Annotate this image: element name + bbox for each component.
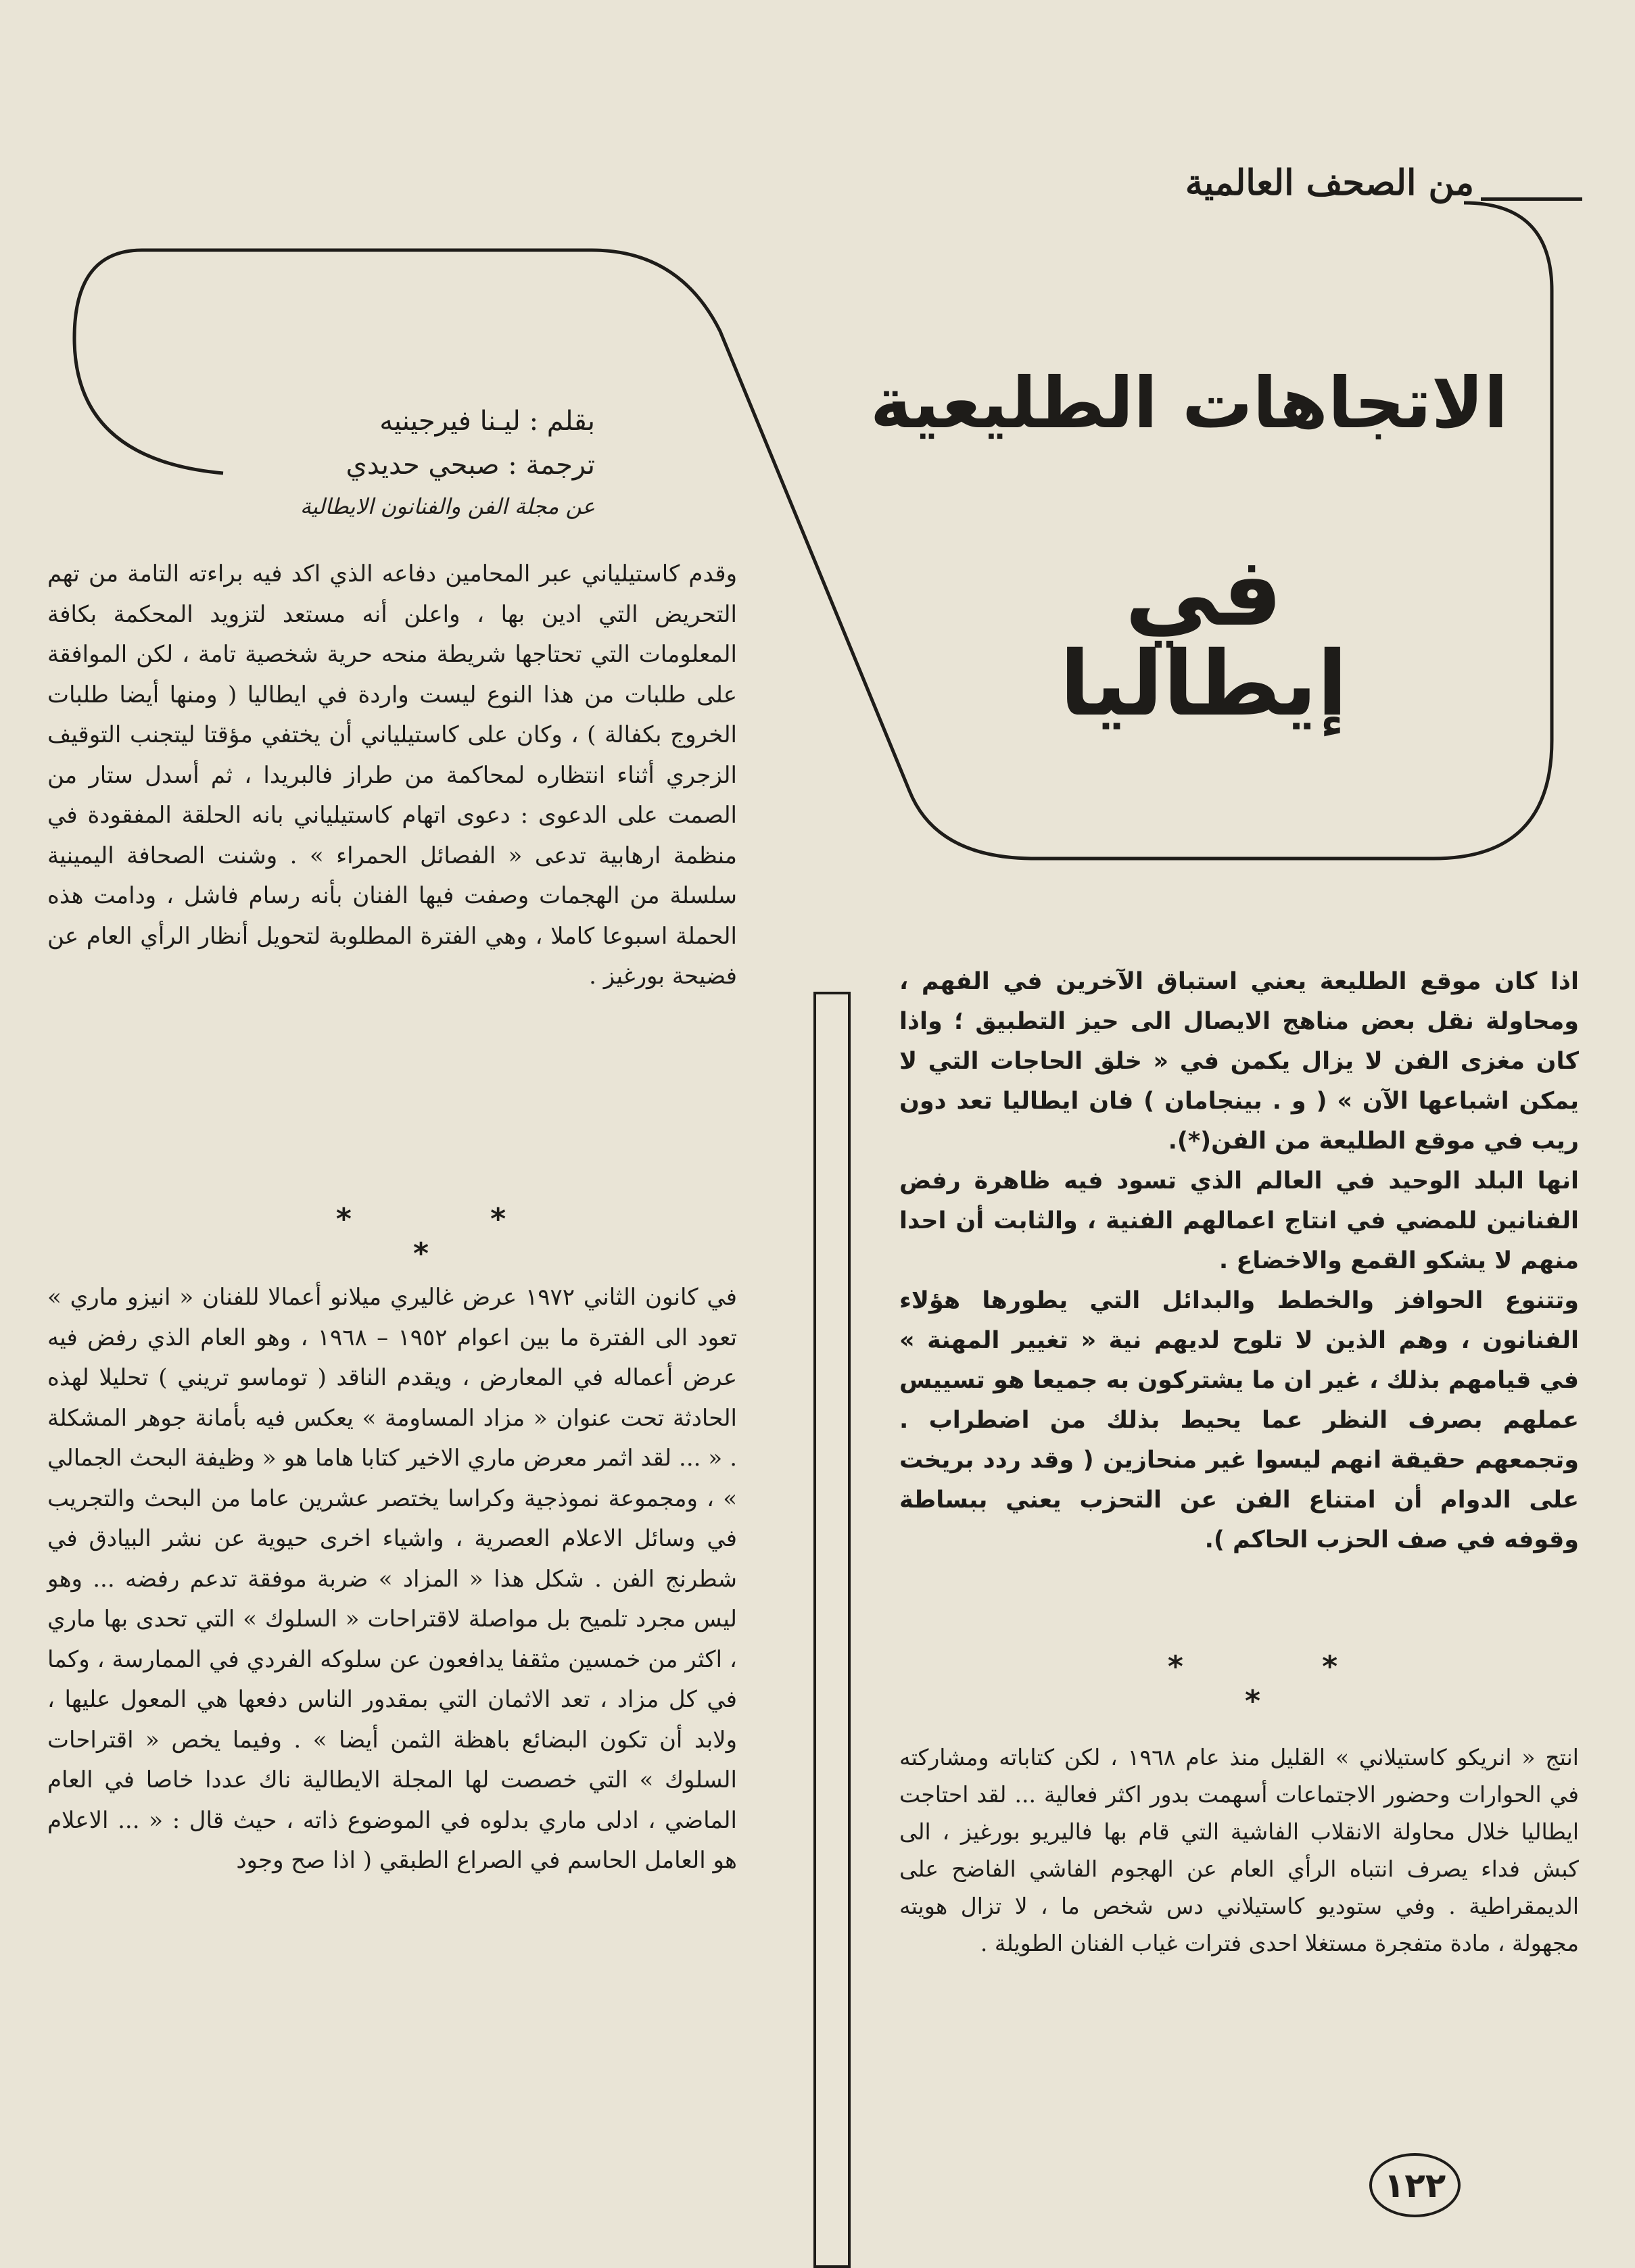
title-line-3: إيطاليا (1060, 632, 1348, 736)
right-paragraph: انتج « انريكو كاستيلاني » القليل منذ عام ١٩٦٨ ، لكن كتاباته ومشاركته في الحوارات وحضور الاجتماعات أسهمت بدور اكثر فعالية ... لقد احتاجت ايطاليا خلال محاولة الانقلاب الفاشية التي قام بها فاليريو بورغيز ، الى كبش فداء يصرف انتباه الرأي العام عن الهجوم الفاشي الفاضح على الديمقراطية . وفي ستوديو كاستيلاني دس شخص ما ، لا تزال هويته مجهولة ، مادة متفجرة مستغلا احدى فترات غياب الفنان الطويلة . (899, 1744, 1579, 1956)
right-column-body (899, 1739, 1579, 1962)
right-separator: * * * (1167, 1649, 1402, 1718)
byline-source: عن مجلة الفن والفنانون الايطالية (300, 493, 595, 519)
left-separator: * * * (335, 1202, 571, 1271)
left-paragraph-1: وقدم كاستيلياني عبر المحامين دفاعه الذي اكد فيه براءته التامة من تهم التحريض التي ادين بها ، واعلن أنه مستعد لتزويد المحكمة بكافة المعلومات التي تحتاجها شريطة منحه حرية شخصية تامة ، لكن الموافقة على طلبات من هذا النوع ليست واردة في ايطاليا ( ومنها أيضا طلبات الخروج بكفالة ) ، وكان على كاستيلياني أن يختفي مؤقتا ليتجنب التوقيف الزجري أثناء انتظاره لمحاكمة من طراز فالبريدا ، ثم أسدل ستار من الصمت على الدعوى : دعوى اتهام كاستيلياني بانه الحلقة المفقودة في منظمة ارهابية تدعى « الفصائل الحمراء » . وشنت الصحافة اليمينية سلسلة من الهجمات وصفت فيها الفنان بأنه رسام فاشل ، ودامت هذه الحملة اسبوعا كاملا ، وهي الفترة المطلوبة لتحويل أنظار الرأي العام عن فضيحة بورغيز . (47, 560, 737, 990)
section-label: من الصحف العالمية (1185, 162, 1474, 203)
left-column-top (47, 554, 737, 997)
byline-translator: ترجمة : صبحي حديدي (346, 450, 595, 481)
title-line-1: الاتجاهات الطليعية (870, 362, 1508, 444)
lead-paragraph-1: اذا كان موقع الطليعة يعني استباق الآخرين في الفهم ، ومحاولة نقل بعض مناهج الايصال الى حيز التطبيق ؛ واذا كان مغزى الفن لا يزال يكمن في « خلق الحاجات التي لا يمكن اشباعها الآن » ( و . بينجامان ) فان ايطاليا تعد دون ريب في موقع الطليعة من الفن(*). (899, 968, 1579, 1155)
lead-paragraph-2: انها البلد الوحيد في العالم الذي تسود فيه ظاهرة رفض الفنانين للمضي في انتاج اعمالهم الفنية ، والثابت أن احدا منهم لا يشكو القمع والاخضاع . (899, 1167, 1579, 1274)
column-divider-bar (813, 992, 851, 2268)
page-number: ١٢٢ (1369, 2153, 1461, 2217)
title-line-2: في (1124, 537, 1283, 648)
left-column-bottom (47, 1278, 737, 1881)
left-paragraph-2: في كانون الثاني ١٩٧٢ عرض غاليري ميلانو أعمالا للفنان « انيزو ماري » تعود الى الفترة ما بين اعوام ١٩٥٢ – ١٩٦٨ ، وهو العام الذي رفض فيه عرض أعماله في المعارض ، ويقدم الناقد ( توماسو تريني ) تحليلا لهذه الحادثة تحت عنوان « مزاد المساومة » يعكس فيه بأمانة جوهر المشكلة . « ... لقد اثمر معرض ماري الاخير كتابا هاما هو « وظيفة البحث الجمالي » ، ومجموعة نموذجية وكراسا يختصر عشرين عاما من البحث والتجريب في وسائل الاعلام العصرية ، واشياء اخرى حيوية عن نشر البيادق في شطرنج الفن . شكل هذا « المزاد » ضربة موفقة تدعم رفضه ... وهو ليس مجرد تلميح بل مواصلة لاقتراحات « السلوك » التي تحدى بها ماري ، اكثر من خمسين مثقفا يدافعون عن سلوكه الفردي في الممارسة ، وكما في كل مزاد ، تعد الاثمان التي بمقدور الناس دفعها هي المعول عليها ، ولابد أن تكون البضائع باهظة الثمن أيضا » . وفيما يخص « اقتراحات السلوك » التي خصصت لها المجلة الايطالية ناك عددا خاصا في العام الماضي ، ادلى ماري بدلوه في الموضوع ذاته ، حيث قال : « ... الاعلام هو العامل الحاسم في الصراع الطبقي ( اذا صح وجود (47, 1284, 737, 1874)
lead-paragraph-3: وتتنوع الحوافز والخطط والبدائل التي يطورها هؤلاء الفنانون ، وهم الذين لا تلوح لديهم نية « تغيير المهنة » في قيامهم بذلك ، غير ان ما يشتركون به جميعا هو تسييس عملهم بصرف النظر عما يحيط بذلك من اضطراب . وتجمعهم حقيقة انهم ليسوا غير منحازين ( وقد ردد بريخت على الدوام أن امتناع الفن عن التحزب يعني ببساطة وقوفه في صف الحزب الحاكم ). (899, 1287, 1579, 1553)
byline-author: بقلم : ليـنا فيرجينيه (379, 406, 595, 437)
right-column-lead (899, 962, 1579, 1560)
